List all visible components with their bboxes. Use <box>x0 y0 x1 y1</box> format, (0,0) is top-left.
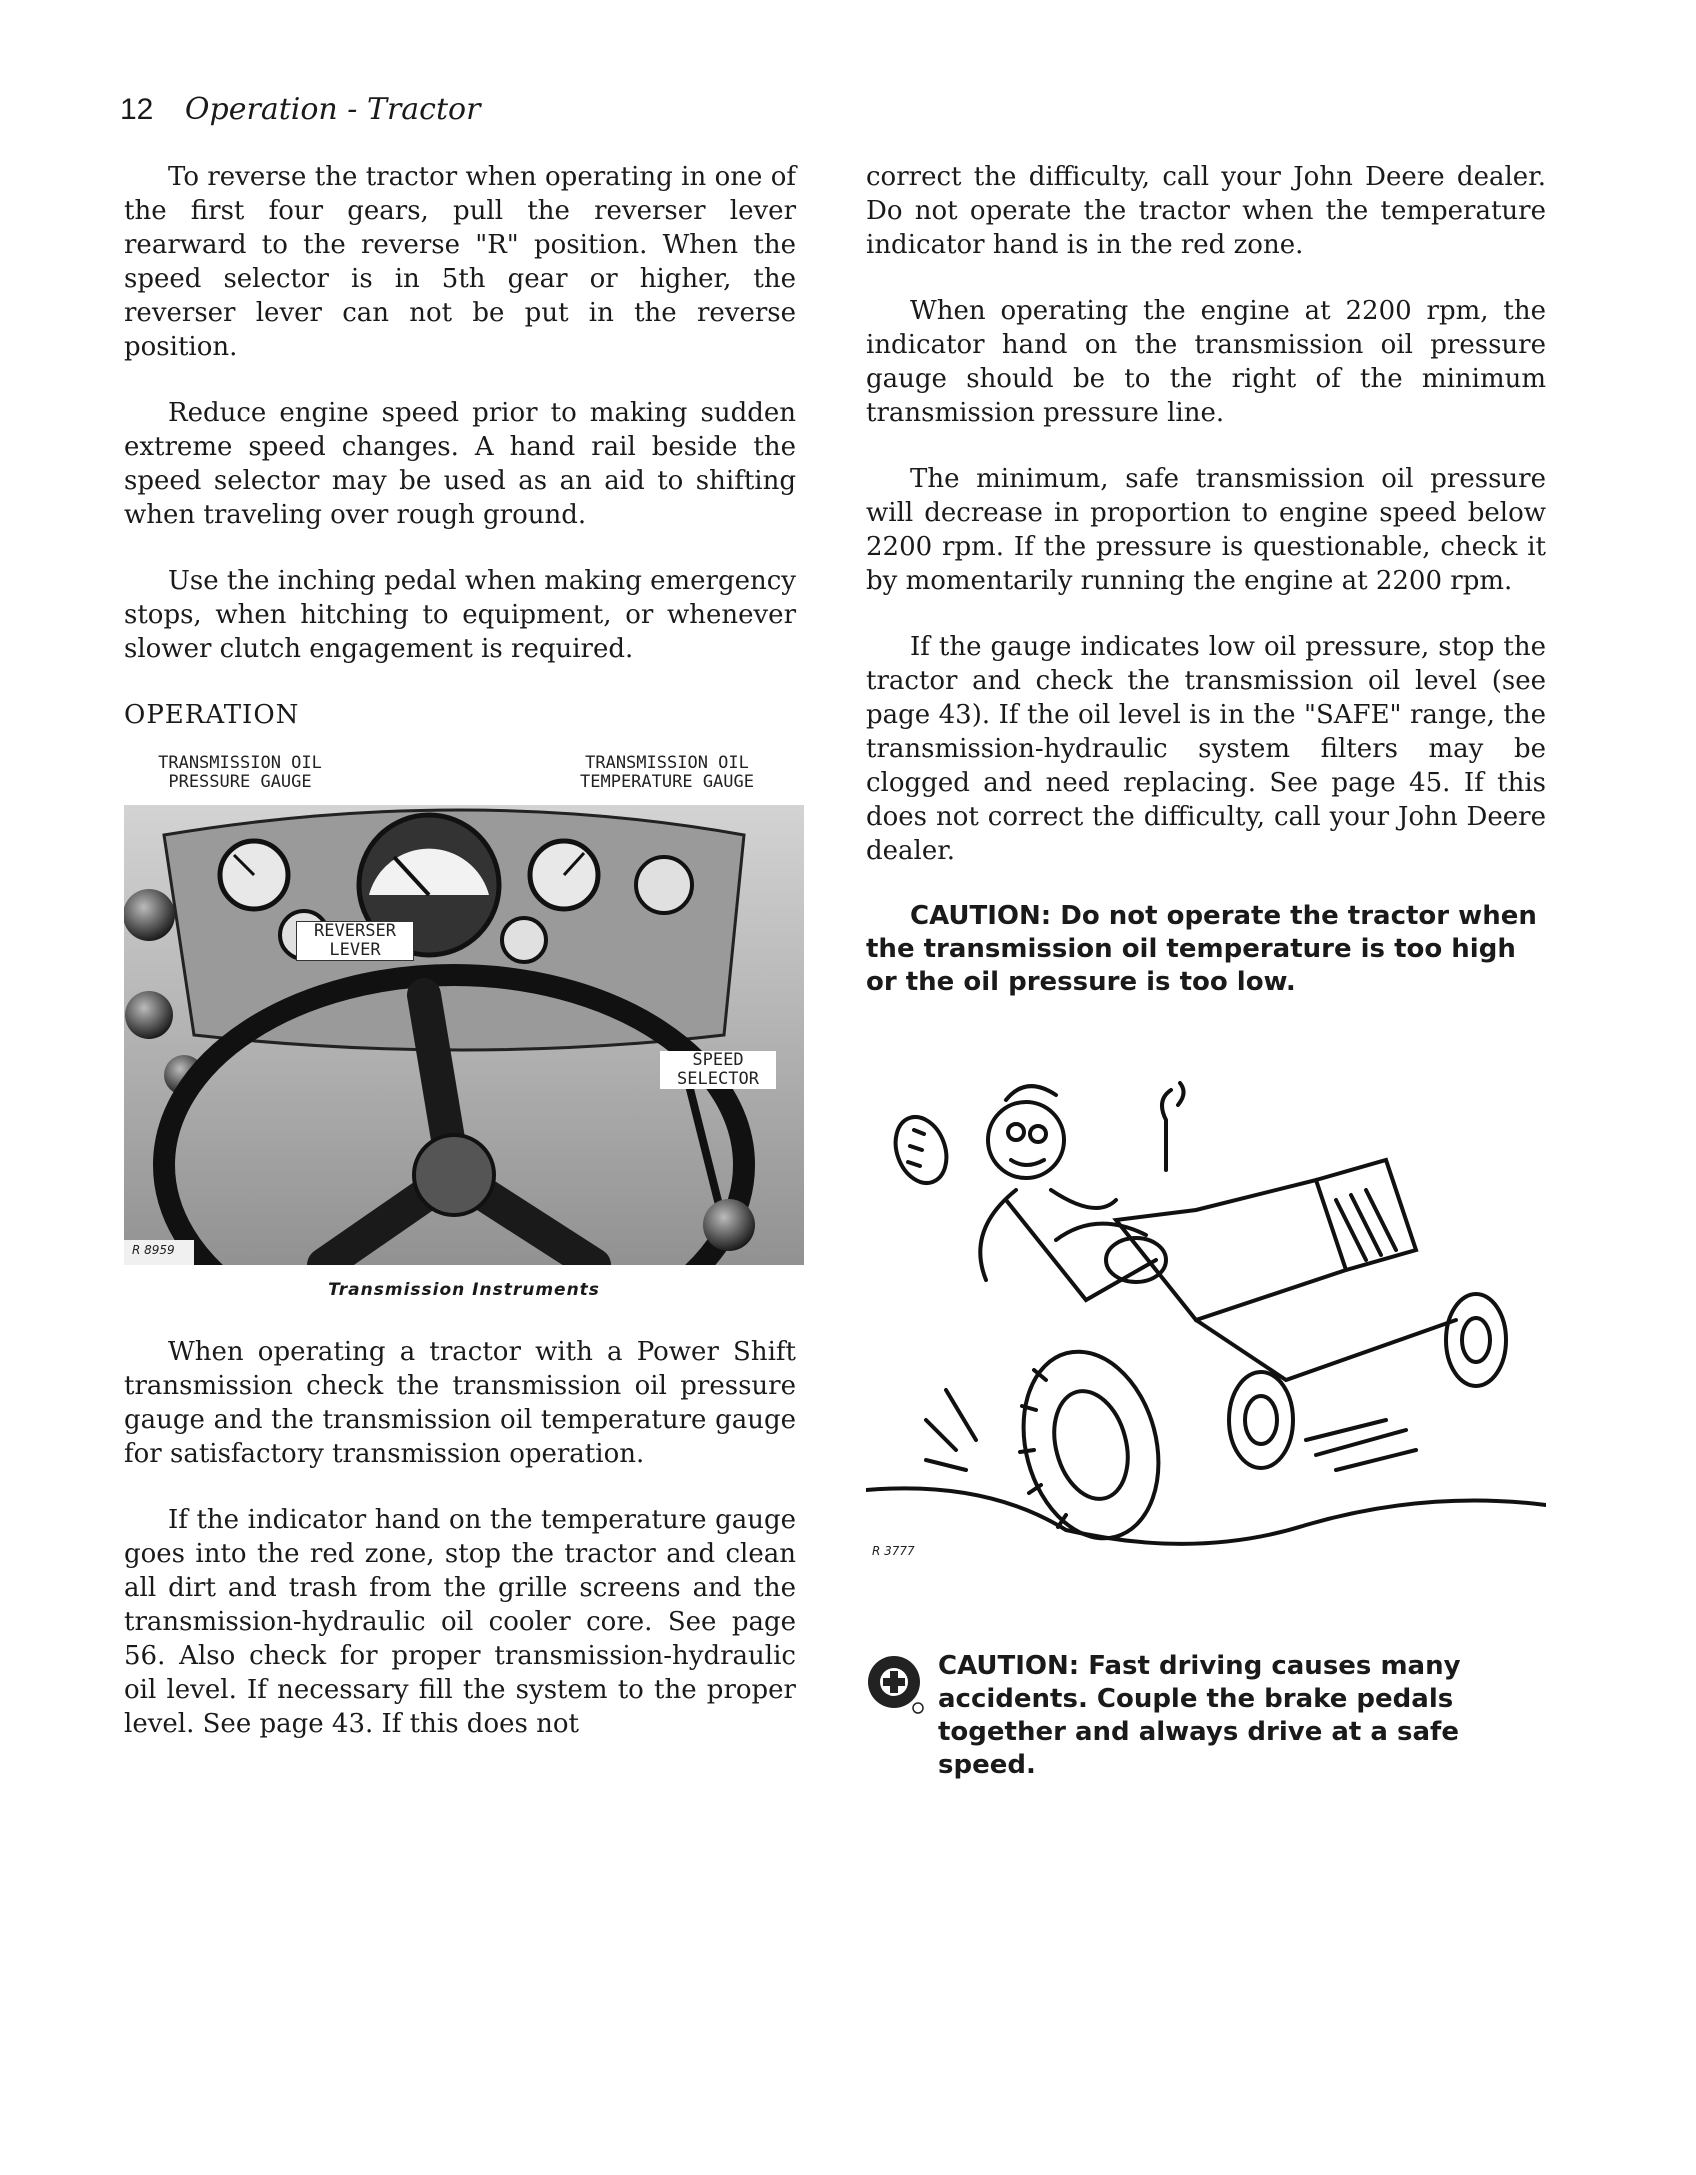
paragraph: If the gauge indicates low oil pressure, stop the tractor and check the transmission oil level (see page 43). If the oil level is in the "SAFE" range, the transmission-hydraulic system filters may be clogged and need replacing. See page 45. If this does not correct the difficulty, call your John Deere dealer. <box>866 632 1546 866</box>
paragraph: When operating a tractor with a Power Shift transmission check the transmission oil pressure gauge and the transmission oil temperature gauge for satisfactory transmission operation. <box>124 1337 796 1469</box>
left-column-lower <box>124 1335 796 1773</box>
caution-temperature: CAUTION: Do not operate the tractor when the transmission oil temperature is too high or the oil pressure is too low. <box>866 901 1537 997</box>
paragraph: To reverse the tractor when operating in one of the first four gears, pull the reverser lever rearward to the reverse "R" position. When the speed selector is in 5th gear or higher, the reverser lever can not be put in the reverse position. <box>124 162 796 362</box>
paragraph: Reduce engine speed prior to making sudden extreme speed changes. A hand rail beside the speed selector may be used as an aid to shifting when traveling over rough ground. <box>124 398 796 530</box>
cartoon-code: R 3777 <box>872 1544 915 1558</box>
label-pressure-gauge: TRANSMISSION OIL PRESSURE GAUGE <box>122 754 358 792</box>
running-title: Operation - Tractor <box>184 92 481 127</box>
page-number: 12 <box>120 93 154 126</box>
caution-fast-driving: CAUTION: Fast driving causes many accidents. Couple the brake pedals together and always drive at a safe speed. <box>938 1651 1461 1780</box>
cartoon-figure <box>866 1060 1546 1580</box>
paragraph: The minimum, safe transmission oil pressure will decrease in proportion to engine speed below 2200 rpm. If the pressure is questionable, check it by momentarily running the engine at 2200 rpm. <box>866 464 1546 596</box>
paragraph: Use the inching pedal when making emergency stops, when hitching to equipment, or whenever slower clutch engagement is required. <box>124 566 796 664</box>
paragraph: If the indicator hand on the temperature gauge goes into the red zone, stop the tractor and clean all dirt and trash from the grille screens and the transmission-hydraulic oil cooler core. See page 56. Also check for proper transmission-hydraulic oil level. If necessary fill the system to the proper level. See page 43. If this does not <box>124 1505 796 1739</box>
left-column <box>124 160 796 752</box>
right-column <box>866 160 1546 999</box>
instrument-photo-figure <box>124 745 804 1265</box>
figure-caption: Transmission Instruments <box>328 1280 600 1300</box>
safety-caution-row <box>866 1650 1546 1782</box>
paragraph: correct the difficulty, call your John Deere dealer. Do not operate the tractor when the temperature indicator hand is in the red zone. <box>866 162 1546 260</box>
page-header <box>120 92 480 127</box>
label-reverser-lever: REVERSER LEVER <box>296 921 414 961</box>
tractor-cartoon-illustration <box>866 1060 1546 1580</box>
section-heading: OPERATION <box>124 700 300 730</box>
safety-seal-icon <box>866 1650 926 1720</box>
paragraph: When operating the engine at 2200 rpm, the indicator hand on the transmission oil pressure gauge should be to the right of the minimum transmission pressure line. <box>866 296 1546 428</box>
label-temperature-gauge: TRANSMISSION OIL TEMPERATURE GAUGE <box>544 754 790 792</box>
dashboard-photo-illustration <box>124 745 804 1265</box>
label-speed-selector: SPEED SELECTOR <box>660 1051 776 1089</box>
figure-code: R 8959 <box>132 1243 175 1257</box>
